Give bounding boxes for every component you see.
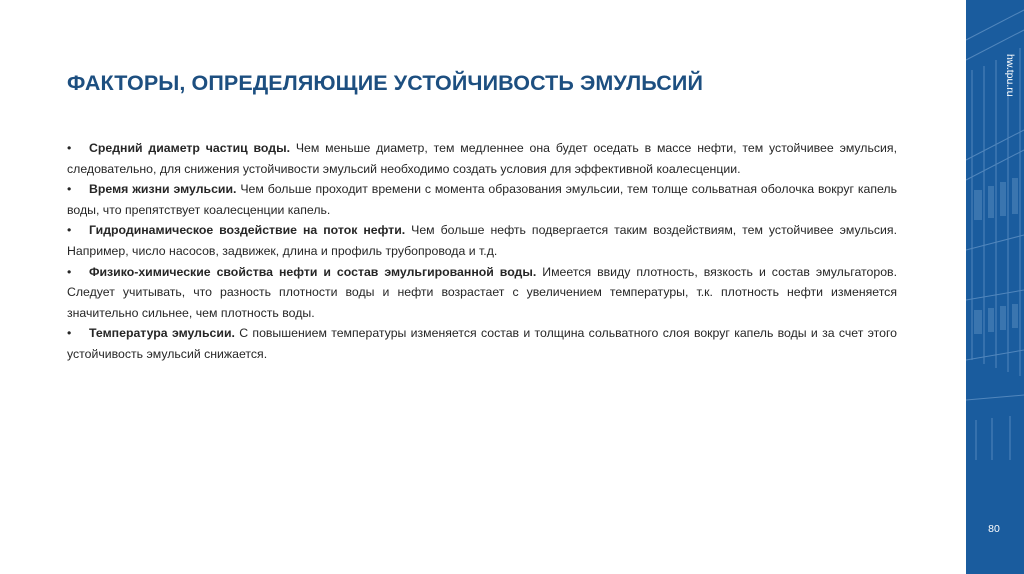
- bullet-text: С повышением температуры изменяется состав и толщина сольватного слоя вокруг капель воды и за счет этого устойчивость эмульсий снижается.: [67, 326, 898, 361]
- bullet-mark: •: [67, 264, 72, 279]
- bullet-lead: Гидродинамическое воздействие на поток нефти.: [89, 223, 406, 238]
- bullet-lead: Физико-химические свойства нефти и состав эмульгированной воды.: [89, 264, 537, 279]
- bullet-lead: Время жизни эмульсии.: [89, 182, 237, 197]
- list-item: [67, 220, 897, 261]
- bullet-text: Чем меньше диаметр, тем медленнее она будет оседать в массе нефти, тем устойчивее эмульсия, следовательно, для снижения устойчивости эмульсий необходимо создать условия для эффективной коалесценции.: [67, 141, 897, 176]
- bullet-list: [67, 138, 897, 365]
- bullet-text: Чем больше нефть подвергается таким воздействиям, тем устойчивее эмульсия. Например, число насосов, задвижек, длина и профиль трубопровода и т.д.: [67, 223, 897, 258]
- bullet-mark: •: [67, 141, 72, 155]
- bullet-lead: Средний диаметр частиц воды.: [89, 141, 290, 155]
- site-url: hw.tpu.ru: [1004, 54, 1016, 97]
- bullet-mark: •: [67, 182, 72, 197]
- page-number: 80: [988, 523, 1000, 535]
- slide-title: ФАКТОРЫ, ОПРЕДЕЛЯЮЩИЕ УСТОЙЧИВОСТЬ ЭМУЛЬСИЙ: [67, 71, 704, 95]
- list-item: [67, 323, 897, 364]
- list-item: [67, 262, 897, 324]
- bullet-lead: Температура эмульсии.: [89, 326, 235, 341]
- bullet-text: Чем больше проходит времени с момента образования эмульсии, тем толще сольватная оболочка вокруг капель воды, что препятствует коалесценции капель.: [67, 182, 897, 217]
- bullet-mark: •: [67, 326, 72, 341]
- list-item: [67, 179, 897, 220]
- bullet-text: Имеется ввиду плотность, вязкость и состав эмульгаторов. Следует учитывать, что разность плотности воды и нефти возрастает с увеличением температуры, т.к. плотность нефти изменяется значительно сильнее, чем плотность воды.: [67, 264, 897, 320]
- list-item: [67, 138, 897, 179]
- bullet-mark: •: [67, 223, 72, 238]
